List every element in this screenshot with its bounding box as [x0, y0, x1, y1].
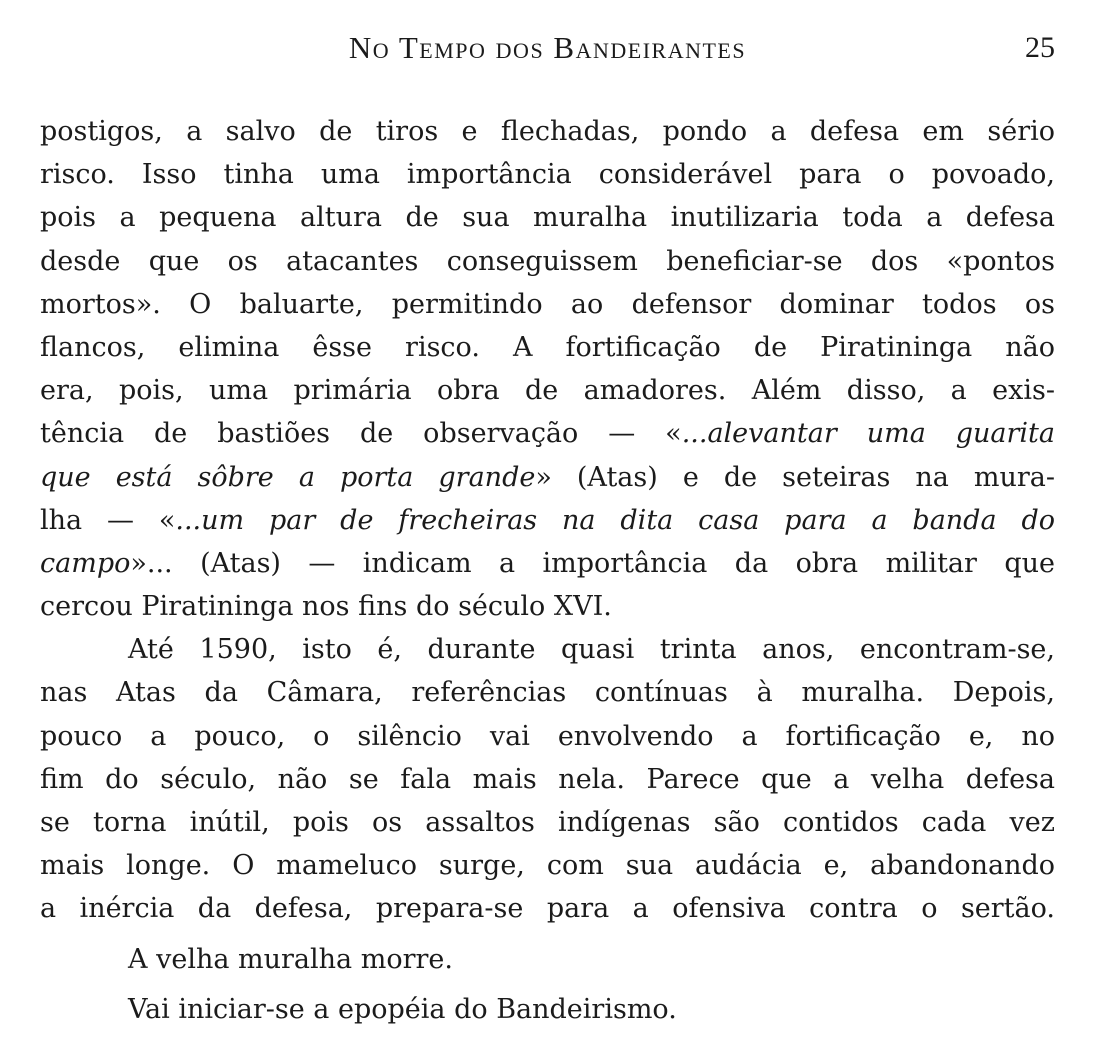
text-line: [40, 542, 1055, 585]
text-segment: »... (Atas) — indicam a importância da obra militar que: [130, 547, 1055, 579]
text-line: [40, 499, 1055, 542]
running-title: No Tempo dos Bandeirantes: [348, 30, 747, 65]
text-segment: lha — «: [40, 504, 176, 536]
text-segment: pouco a pouco, o silêncio vai envolvendo a fortificação e, no: [40, 720, 1055, 752]
text-segment: a inércia da defesa, prepara-se para a ofensiva contra o sertão.: [40, 893, 1055, 925]
italic-quote-segment: campo: [40, 547, 131, 579]
italic-quote-segment: que está sôbre a porta grande: [40, 461, 536, 493]
text-line: [40, 628, 1055, 671]
text-line: [40, 110, 1055, 153]
text-segment: fim do século, não se fala mais nela. Parece que a velha defesa: [40, 763, 1055, 795]
text-line: [40, 326, 1055, 369]
text-line: [40, 758, 1055, 801]
text-line: [40, 240, 1055, 283]
text-line: [40, 283, 1055, 326]
italic-quote-segment: ...alevantar uma guarita: [681, 418, 1055, 450]
text-line: [40, 196, 1055, 239]
text-segment: » (Atas) e de seteiras na mura-: [535, 461, 1055, 493]
text-line: [40, 671, 1055, 714]
text-segment: risco. Isso tinha uma importância considerável para o povoado,: [40, 159, 1055, 191]
text-segment: nas Atas da Câmara, referências contínuas à muralha. Depois,: [40, 677, 1055, 709]
text-line: [40, 369, 1055, 412]
text-segment: pois a pequena altura de sua muralha inutilizaria toda a defesa: [40, 202, 1055, 234]
text-line: [40, 585, 1055, 628]
text-line: [40, 715, 1055, 758]
text-segment: cercou Piratininga nos fins do século XVI.: [40, 591, 612, 623]
running-head: [40, 26, 1055, 70]
text-line: [40, 456, 1055, 499]
body-text: [40, 110, 1055, 1031]
text-segment: tência de bastiões de observação — «: [40, 418, 682, 450]
italic-quote-segment: ...um par de frecheiras na dita casa para a banda do: [175, 504, 1055, 536]
text-segment: era, pois, uma primária obra de amadores. Além disso, a exis-: [40, 375, 1055, 407]
text-line: [40, 412, 1055, 455]
text-segment: mais longe. O mameluco surge, com sua audácia e, abandonando: [40, 850, 1055, 882]
text-segment: se torna inútil, pois os assaltos indígenas são contidos cada vez: [40, 807, 1055, 838]
text-segment: Até 1590, isto é, durante quasi trinta anos, encontram-se,: [128, 634, 1055, 666]
text-segment: Vai iniciar-se a epopéia do Bandeirismo.: [128, 993, 677, 1025]
text-segment: flancos, elimina êsse risco. A fortificação de Piratininga não: [40, 331, 1055, 363]
text-line: [40, 153, 1055, 196]
text-line: [40, 887, 1055, 930]
text-segment: mortos». O baluarte, permitindo ao defensor dominar todos os: [40, 288, 1055, 320]
text-segment: desde que os atacantes conseguissem beneficiar-se dos «pontos: [40, 245, 1055, 277]
text-segment: postigos, a salvo de tiros e flechadas, pondo a defesa em sério: [40, 116, 1055, 147]
page-number: 25: [1025, 31, 1055, 64]
text-line: [40, 844, 1055, 887]
text-line: [40, 988, 1055, 1031]
text-line: [40, 801, 1055, 844]
text-segment: A velha muralha morre.: [128, 943, 453, 975]
text-line: [40, 938, 1055, 981]
